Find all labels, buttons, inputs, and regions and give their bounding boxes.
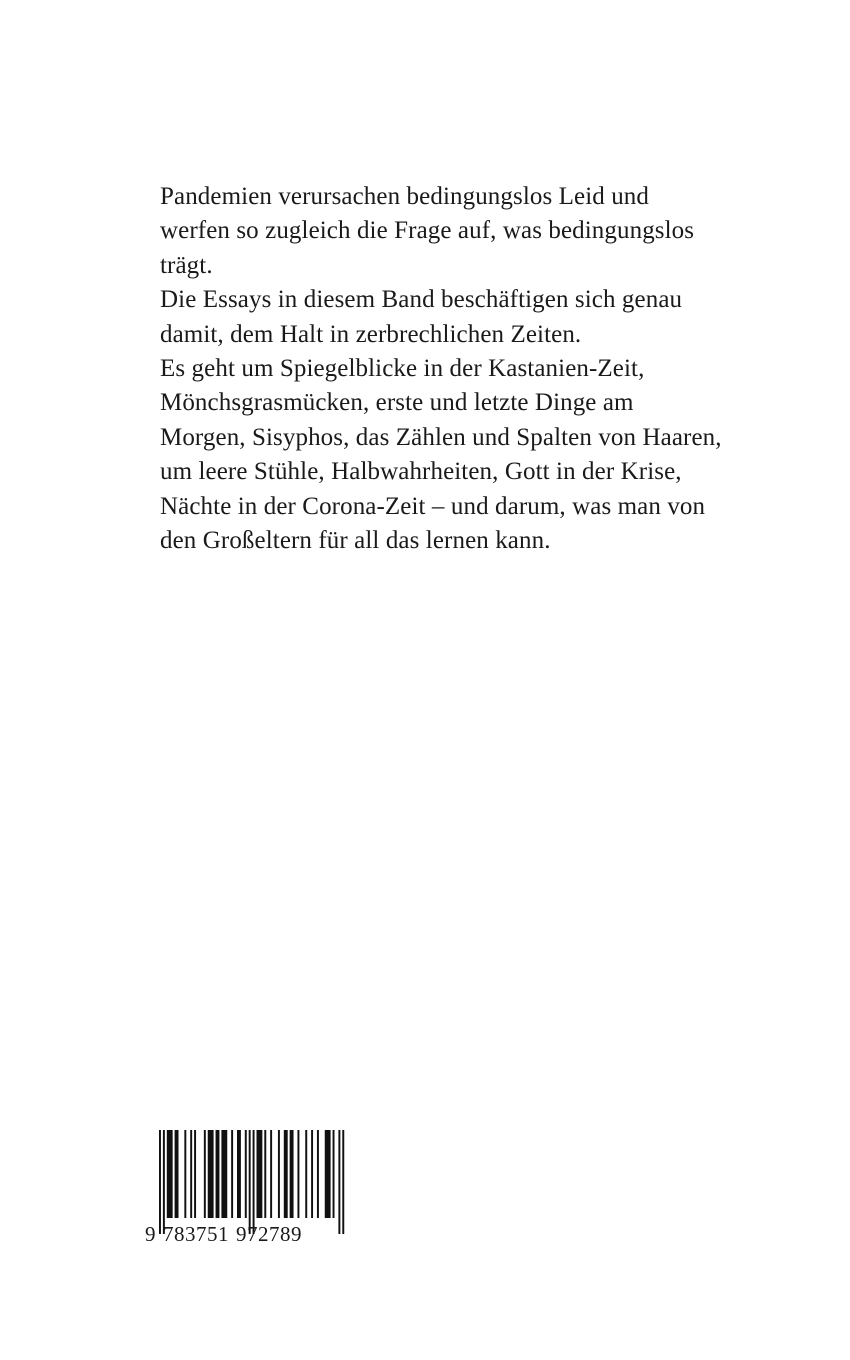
barcode-bar bbox=[311, 1130, 313, 1218]
blurb-line: Nächte in der Corona-Zeit – und darum, was man von bbox=[160, 492, 706, 520]
barcode-bar bbox=[194, 1130, 196, 1218]
isbn-lead-digit: 9 bbox=[145, 1222, 156, 1246]
barcode-bar bbox=[297, 1130, 299, 1218]
barcode-guard-bar bbox=[338, 1130, 340, 1234]
barcode-bar bbox=[175, 1130, 179, 1218]
barcode-bar bbox=[305, 1130, 307, 1218]
barcode-bar bbox=[270, 1130, 272, 1218]
barcode-guard-bar bbox=[163, 1130, 165, 1234]
blurb-line: um leere Stühle, Halbwahrheiten, Gott in der Krise, bbox=[160, 458, 682, 486]
barcode-guard-bar bbox=[253, 1130, 255, 1234]
barcode-bar bbox=[333, 1130, 335, 1218]
blurb-line: Mönchsgrasmücken, erste und letzte Dinge am bbox=[160, 389, 634, 417]
barcode-bar bbox=[204, 1130, 206, 1218]
barcode-bar bbox=[245, 1130, 247, 1218]
barcode-bar bbox=[184, 1130, 186, 1218]
blurb-line: werfen so zugleich die Frage auf, was bedingungslos bbox=[160, 217, 695, 245]
blurb-line: trägt. bbox=[160, 251, 213, 279]
barcode-bar bbox=[167, 1130, 173, 1218]
barcode-guard-bar bbox=[249, 1130, 251, 1234]
blurb-text bbox=[160, 180, 720, 558]
barcode-bar bbox=[290, 1130, 294, 1218]
barcode-bar bbox=[264, 1130, 266, 1218]
blurb-line: Pandemien verursachen bedingungslos Leid und bbox=[160, 183, 650, 210]
barcode-bar bbox=[278, 1130, 280, 1218]
barcode-bar bbox=[257, 1130, 263, 1218]
isbn-right-digits: 972789 bbox=[236, 1222, 302, 1246]
barcode-bar bbox=[216, 1130, 220, 1218]
barcode-bar bbox=[190, 1130, 192, 1218]
barcode-bar bbox=[237, 1130, 241, 1218]
barcode-guard-bar bbox=[159, 1130, 161, 1234]
blurb-line: Die Essays in diesem Band beschäftigen sich genau bbox=[160, 286, 683, 314]
barcode-bar bbox=[208, 1130, 214, 1218]
blurb-line: den Großeltern für all das lernen kann. bbox=[160, 527, 551, 555]
barcode-bar bbox=[221, 1130, 227, 1218]
isbn-digits bbox=[145, 1222, 302, 1246]
blurb-line: Morgen, Sisyphos, das Zählen und Spalten von Haaren, bbox=[160, 423, 722, 451]
barcode-guard-bar bbox=[342, 1130, 344, 1234]
barcode-bar bbox=[284, 1130, 288, 1218]
barcode-bar bbox=[325, 1130, 331, 1218]
isbn-left-digits: 783751 bbox=[163, 1222, 229, 1246]
barcode-bar bbox=[231, 1130, 233, 1218]
blurb-line: Es geht um Spiegelblicke in der Kastanien-Zeit, bbox=[160, 355, 645, 383]
blurb-line: damit, dem Halt in zerbrechlichen Zeiten. bbox=[160, 320, 582, 348]
barcode-bar bbox=[317, 1130, 319, 1218]
